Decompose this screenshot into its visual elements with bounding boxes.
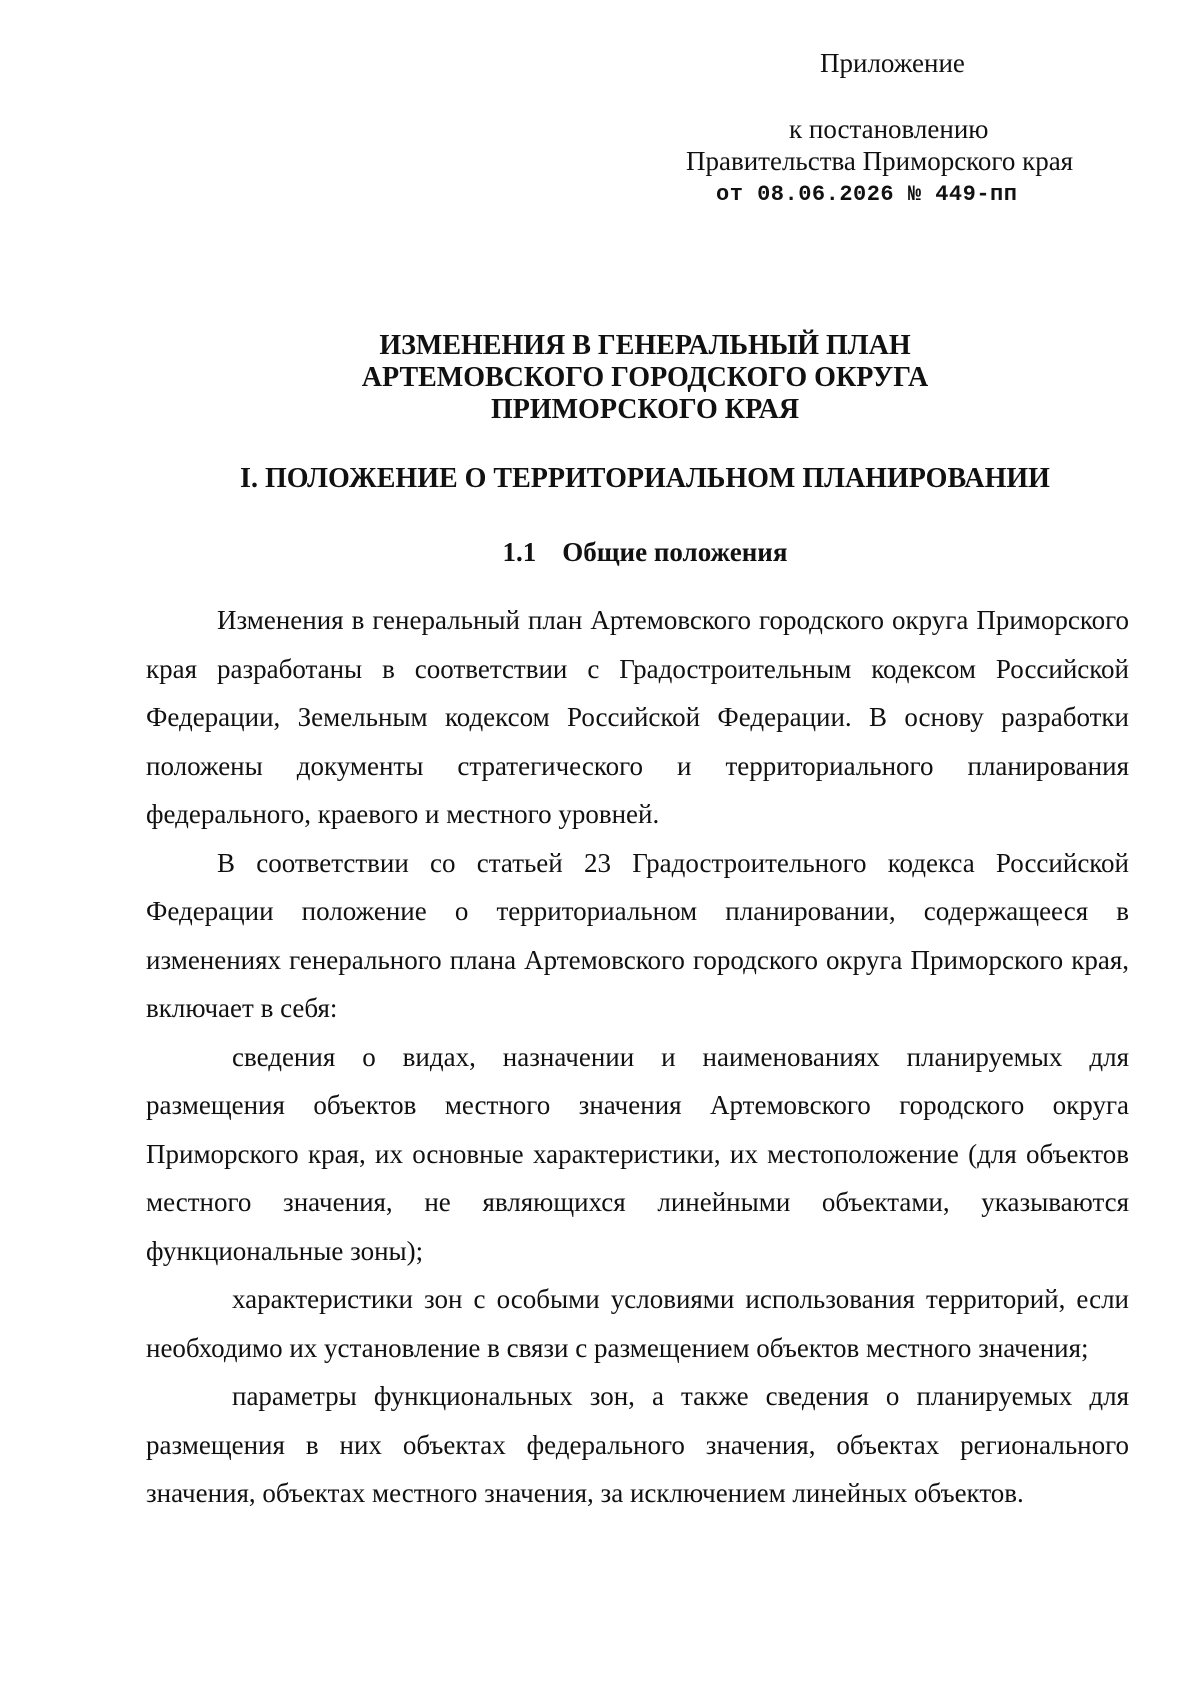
subsection-number: 1.1: [502, 537, 537, 567]
resolution-date-number: от 08.06.2026 № 449-пп: [716, 182, 1018, 207]
paragraph: Изменения в генеральный план Артемовского городского округа Приморского края разработаны в соответствии с Градостроительным кодексом Российской Федерации, Земельным кодексом Российской Федерации. В основу разработки положены документы стратегического и территориального планирования федерального, краевого и местного уровней.: [146, 605, 1129, 829]
list-item: характеристики зон с особыми условиями использования территорий, если необходимо их установление в связи с размещением объектов местного значения;: [146, 1284, 1129, 1363]
document-title: [0, 330, 1200, 426]
document-title-line2: АРТЕМОВСКОГО ГОРОДСКОГО ОКРУГА: [361, 362, 929, 393]
list-item: параметры функциональных зон, а также сведения о планируемых для размещения в них объектах федерального значения, объектах регионального значения, объектах местного значения, за исключением линейных объектов.: [146, 1381, 1129, 1508]
appendix-label: Приложение: [820, 48, 965, 78]
list-item: сведения о видах, назначении и наименованиях планируемых для размещения объектов местного значения Артемовского городского округа Приморского края, их основные характеристики, их местоположение (для объектов местного значения, не являющихся линейными объектами, указываются функциональные зоны);: [146, 1041, 1129, 1266]
resolution-reference-line1: к постановлению: [789, 114, 989, 144]
resolution-reference-line2: Правительства Приморского края: [686, 146, 1074, 176]
subsection-heading: [0, 535, 1200, 569]
document-title-line3: ПРИМОРСКОГО КРАЯ: [490, 394, 800, 425]
paragraph: В соответствии со статьей 23 Градостроительного кодекса Российской Федерации положение о территориальном планировании, содержащееся в изменениях генерального плана Артемовского городского округа Приморского края, включает в себя:: [146, 847, 1129, 1023]
subsection-title: Общие положения: [562, 537, 788, 567]
body-text: [146, 596, 1129, 1518]
section-heading: I. ПОЛОЖЕНИЕ О ТЕРРИТОРИАЛЬНОМ ПЛАНИРОВАНИИ: [240, 463, 1050, 494]
document-title-line1: ИЗМЕНЕНИЯ В ГЕНЕРАЛЬНЫЙ ПЛАН: [379, 330, 911, 361]
